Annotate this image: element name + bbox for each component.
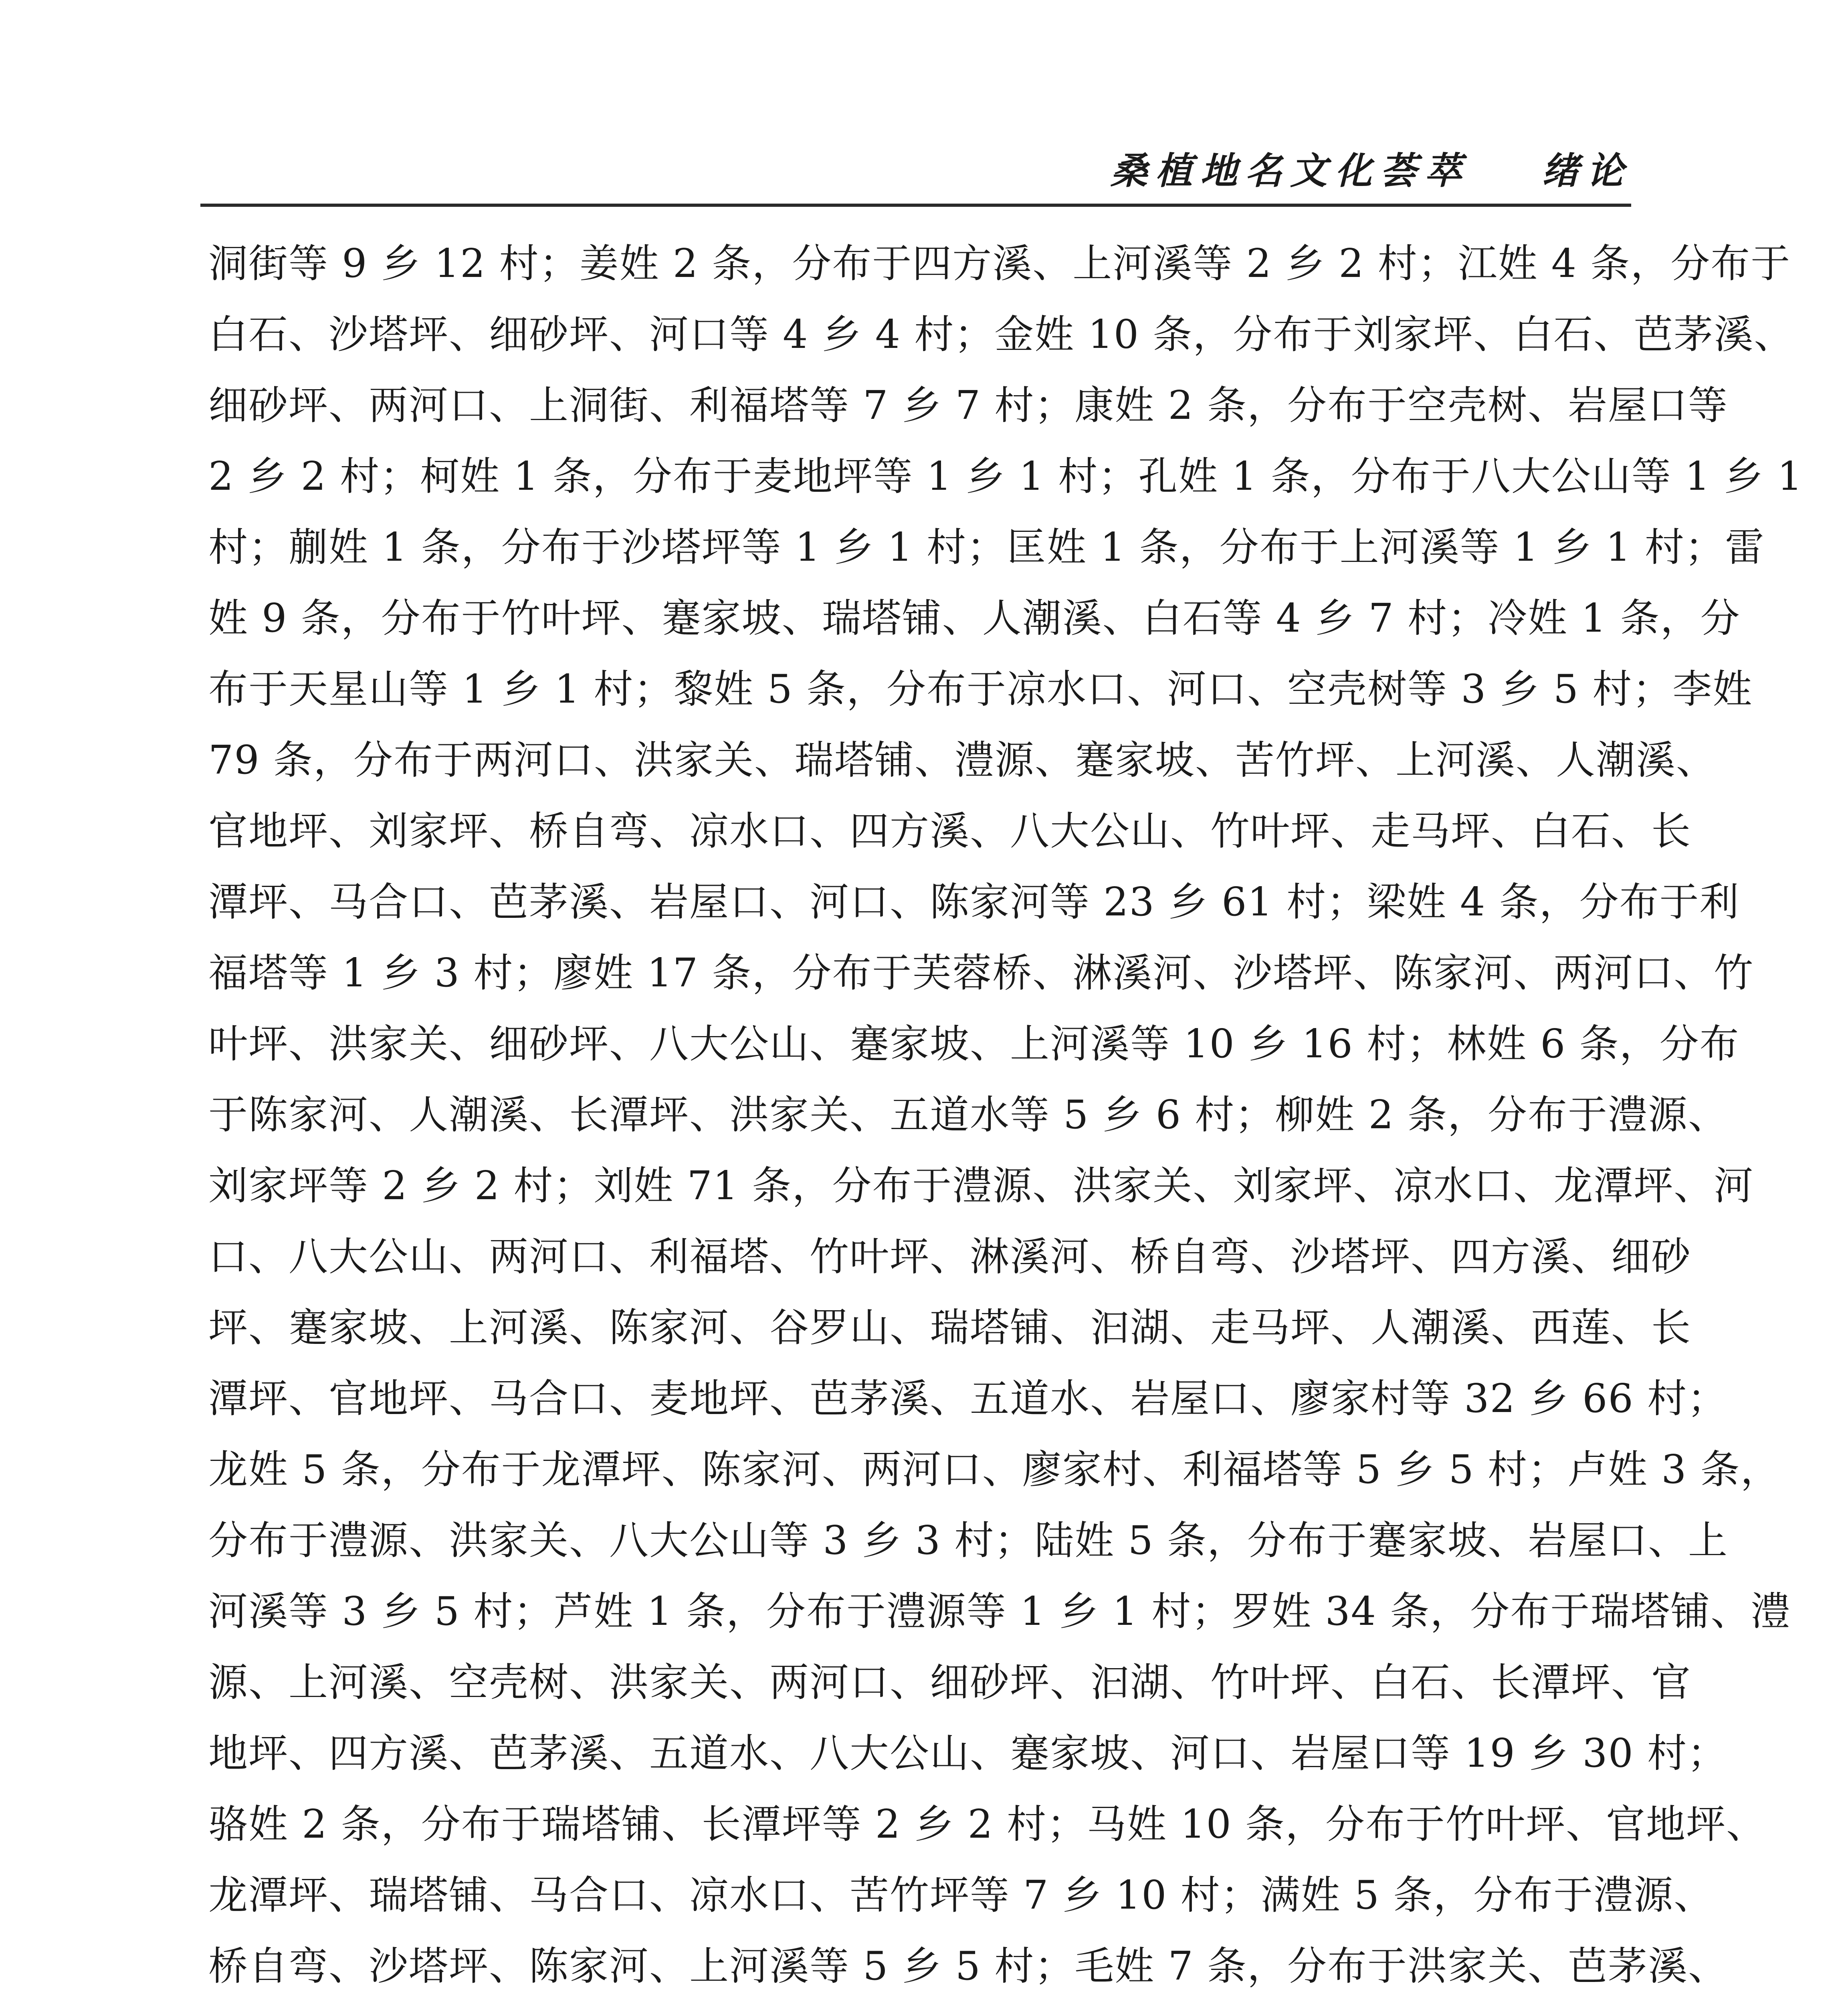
book-title: 桑植地名文化荟萃 <box>1110 149 1470 192</box>
text-line: 地坪、四方溪、芭茅溪、五道水、八大公山、蹇家坡、河口、岩屋口等 19 乡 30 村； <box>208 1731 1728 1776</box>
text-line: 洞街等 9 乡 12 村；姜姓 2 条，分布于四方溪、上河溪等 2 乡 2 村；江姓 4 条，分布于 <box>208 241 1791 287</box>
text-line <box>208 2002 1631 2004</box>
section-title: 绪论 <box>1541 149 1632 192</box>
running-header <box>1111 134 1632 194</box>
text-line: 潭坪、官地坪、马合口、麦地坪、芭茅溪、五道水、岩屋口、廖家村等 32 乡 66 村； <box>208 1376 1728 1422</box>
text-line: 分布于澧源、洪家关、八大公山等 3 乡 3 村；陆姓 5 条，分布于蹇家坡、岩屋口、上 <box>208 1518 1728 1564</box>
text-line: 坪、蹇家坡、上河溪、陈家河、谷罗山、瑞塔铺、汩湖、走马坪、人潮溪、西莲、长 <box>208 1305 1692 1351</box>
text-line: 口、八大公山、两河口、利福塔、竹叶坪、淋溪河、桥自弯、沙塔坪、四方溪、细砂 <box>208 1234 1692 1280</box>
text-line: 白石、沙塔坪、细砂坪、河口等 4 乡 4 村；金姓 10 条，分布于刘家坪、白石、芭茅溪、 <box>208 312 1794 358</box>
text-line: 姓 9 条，分布于竹叶坪、蹇家坡、瑞塔铺、人潮溪、白石等 4 乡 7 村；冷姓 1 条，分 <box>208 596 1741 641</box>
text-line: 潭坪、马合口、芭茅溪、岩屋口、河口、陈家河等 23 乡 61 村；梁姓 4 条，分布于利 <box>208 879 1740 925</box>
text-line: 于陈家河、人潮溪、长潭坪、洪家关、五道水等 5 乡 6 村；柳姓 2 条，分布于澧源、 <box>208 1092 1728 1138</box>
text-line: 叶坪、洪家关、细砂坪、八大公山、蹇家坡、上河溪等 10 乡 16 村；林姓 6 条，分布 <box>208 1021 1740 1067</box>
text-line: 细砂坪、两河口、上洞街、利福塔等 7 乡 7 村；康姓 2 条，分布于空壳树、岩屋口等 <box>208 383 1728 428</box>
text-line: 官地坪、刘家坪、桥自弯、凉水口、四方溪、八大公山、竹叶坪、走马坪、白石、长 <box>208 808 1692 854</box>
text-line: 福塔等 1 乡 3 村；廖姓 17 条，分布于芙蓉桥、淋溪河、沙塔坪、陈家河、两河口、竹 <box>208 950 1754 996</box>
body-text <box>208 228 1803 2004</box>
text-line: 村；蒯姓 1 条，分布于沙塔坪等 1 乡 1 村；匡姓 1 条，分布于上河溪等 1 乡 1 村；雷 <box>208 525 1765 570</box>
text-line: 龙姓 5 条，分布于龙潭坪、陈家河、两河口、廖家村、利福塔等 5 乡 5 村；卢姓 3 条， <box>208 1447 1781 1493</box>
text-line: 布于天星山等 1 乡 1 村；黎姓 5 条，分布于凉水口、河口、空壳树等 3 乡 5 村；李姓 <box>208 667 1753 712</box>
text-line: 桥自弯、沙塔坪、陈家河、上河溪等 5 乡 5 村；毛姓 7 条，分布于洪家关、芭茅溪、 <box>208 1943 1728 1989</box>
text-line: 骆姓 2 条，分布于瑞塔铺、长潭坪等 2 乡 2 村；马姓 10 条，分布于竹叶坪、官地坪、 <box>208 1802 1766 1847</box>
header-rule <box>200 204 1631 207</box>
text-line: 河溪等 3 乡 5 村；芦姓 1 条，分布于澧源等 1 乡 1 村；罗姓 34 条，分布于瑞塔铺、澧 <box>208 1589 1791 1634</box>
text-line: 龙潭坪、瑞塔铺、马合口、凉水口、苦竹坪等 7 乡 10 村；满姓 5 条，分布于澧源、 <box>208 1873 1714 1918</box>
text-line: 刘家坪等 2 乡 2 村；刘姓 71 条，分布于澧源、洪家关、刘家坪、凉水口、龙潭坪、河 <box>208 1163 1754 1209</box>
text-line: 79 条，分布于两河口、洪家关、瑞塔铺、澧源、蹇家坡、苦竹坪、上河溪、人潮溪、 <box>208 737 1716 783</box>
text-line: 源、上河溪、空壳树、洪家关、两河口、细砂坪、汩湖、竹叶坪、白石、长潭坪、官 <box>208 1660 1692 1705</box>
text-line: 2 乡 2 村；柯姓 1 条，分布于麦地坪等 1 乡 1 村；孔姓 1 条，分布于八大公山等 1 乡 1 <box>208 454 1803 499</box>
